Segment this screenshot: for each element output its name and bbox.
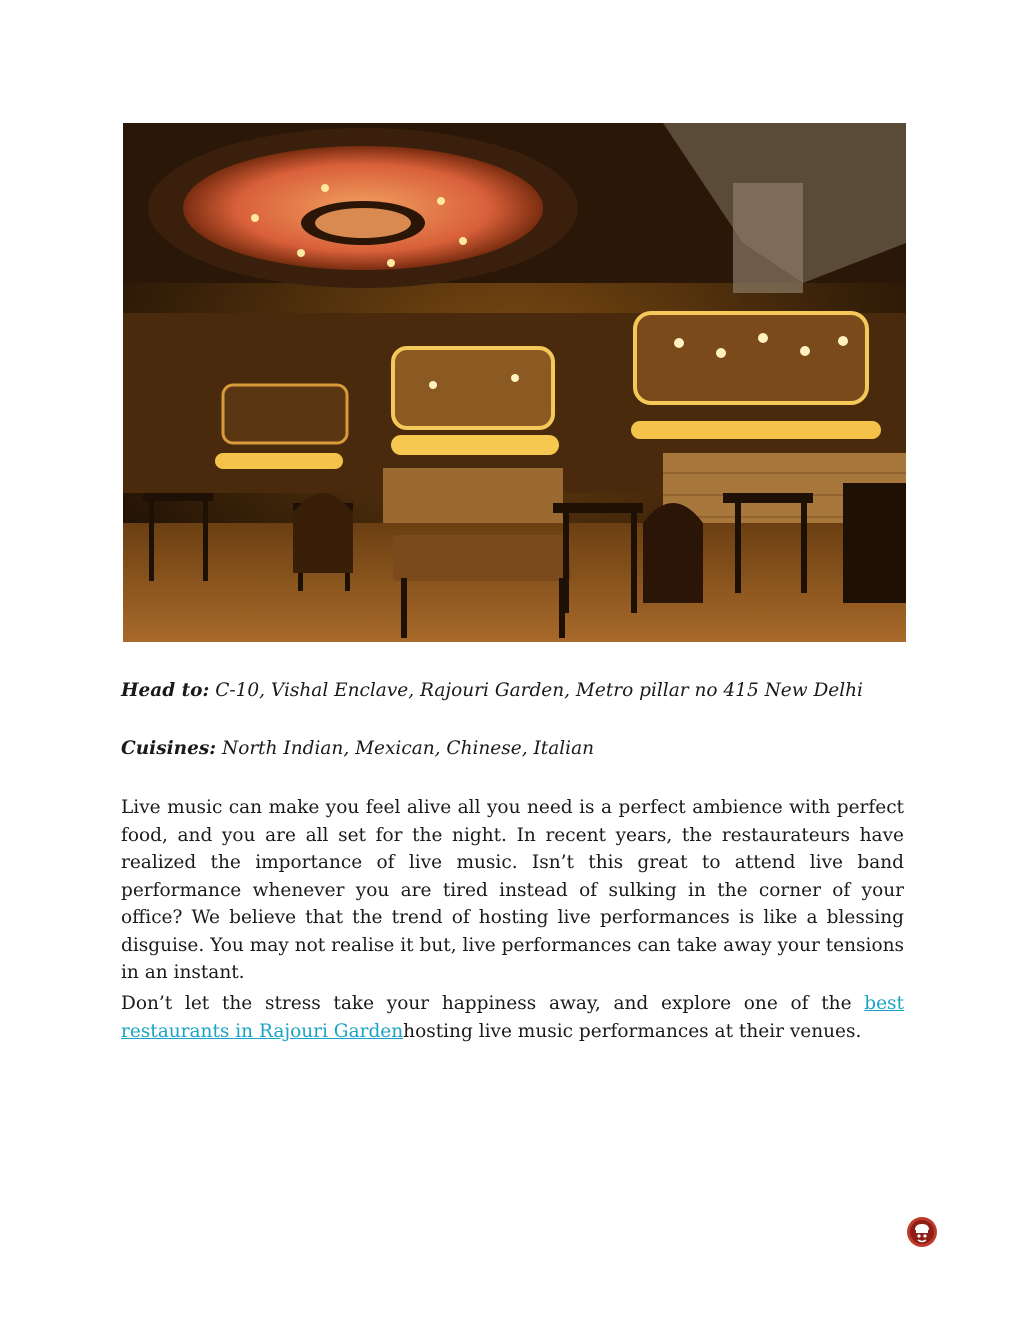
chef-logo-icon[interactable] [906, 1216, 938, 1248]
restaurant-interior-image [123, 123, 906, 642]
cuisines-label: Cuisines: [121, 738, 217, 759]
paragraph-2-text-before: Don’t let the stress take your happiness away, and explore one of the [121, 993, 865, 1014]
best-restaurants-link[interactable]: best restaurants in Rajouri Garden [121, 993, 904, 1042]
paragraph-2-text-after: hosting live music performances at their venues. [403, 1020, 862, 1042]
address-label: Head to: [121, 680, 210, 701]
cuisines-line [121, 738, 594, 759]
body-paragraph-1: Live music can make you feel alive all you need is a perfect ambience with perfect food, and you are all set for the night. In recent years, the restaurateurs have realized the importance of live music. Isn’t this great to attend live band performance whenever you are tired instead of sulking in the corner of your office? We believe that the trend of hosting live performances is like a blessing disguise. You may not realise it but, live performances can take away your tensions in an instant. [121, 797, 904, 983]
address-line [121, 680, 863, 701]
body-paragraph-2 [121, 990, 904, 1045]
cuisines-value: North Indian, Mexican, Chinese, Italian [222, 738, 595, 759]
address-value: C-10, Vishal Enclave, Rajouri Garden, Metro pillar no 415 New Delhi [215, 680, 863, 701]
